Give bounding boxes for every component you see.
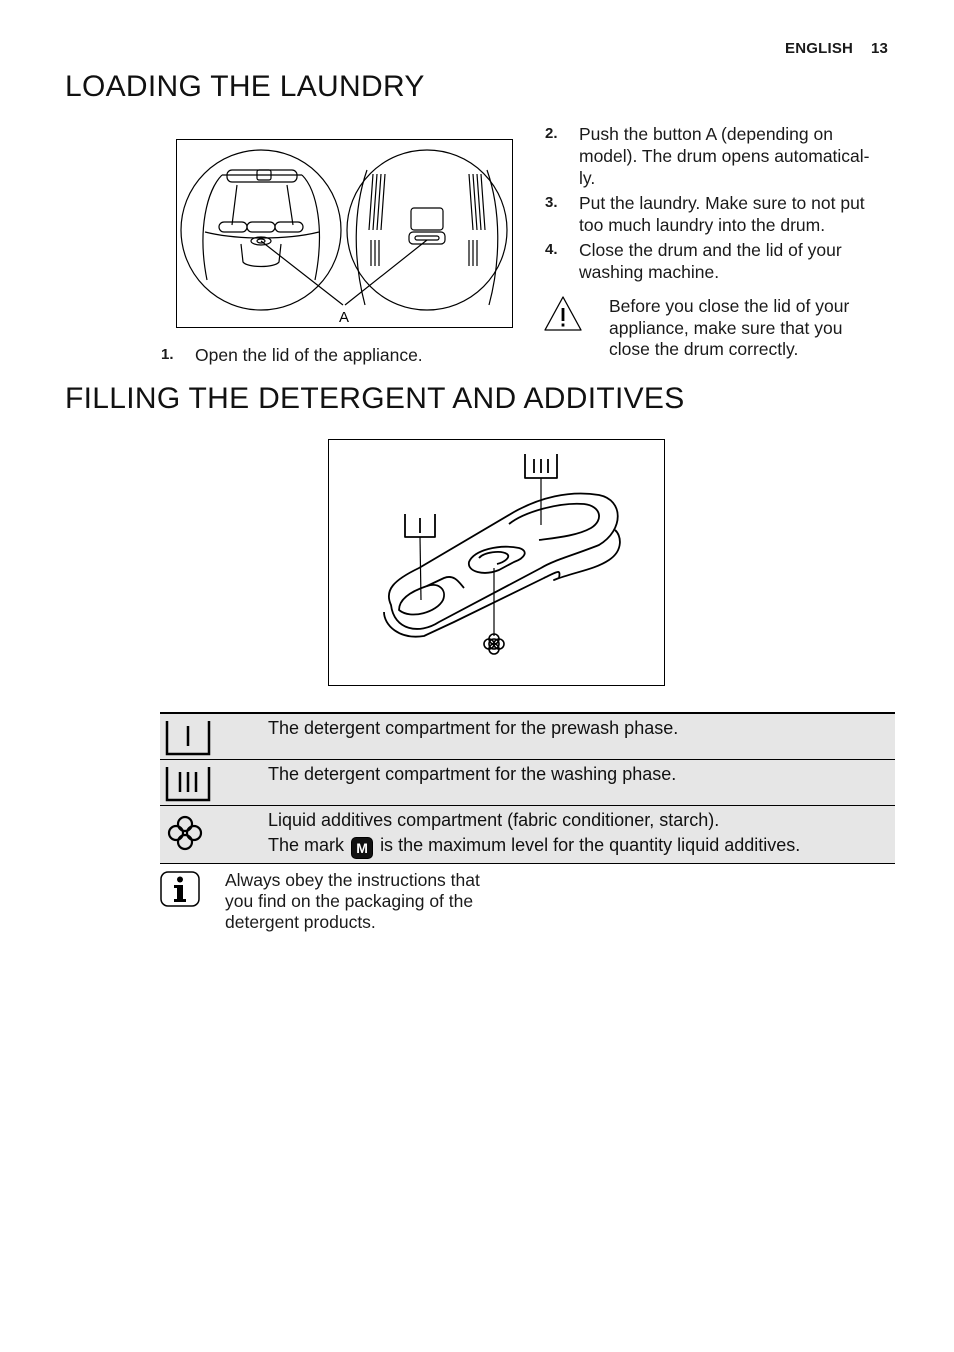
step-text-line-2: model). The drum opens automatical- [579, 146, 870, 166]
warning-line-2: appliance, make sure that you [609, 318, 843, 338]
step-number: 3. [545, 194, 558, 211]
drum-illustration [177, 140, 512, 327]
step-text: Open the lid of the appliance. [195, 345, 423, 365]
dispenser-figure [328, 439, 665, 686]
info-note [160, 869, 520, 935]
step-text-line-1: Push the button A (depending on [579, 124, 833, 144]
drum-figure [176, 139, 513, 328]
prewash-compartment-icon [164, 718, 212, 758]
step-text-line-3: ly. [579, 168, 596, 188]
info-line-3: detergent products. [225, 912, 376, 932]
step-number: 1. [161, 346, 174, 363]
step-text-line-2: too much laundry into the drum. [579, 215, 826, 235]
step-1 [161, 344, 521, 368]
flower-symbol [484, 634, 504, 654]
dispenser-illustration [329, 440, 664, 685]
legend-text-line-1: Liquid additives compartment (fabric conditioner, starch). [268, 810, 720, 830]
info-line-2: you find on the packaging of the [225, 891, 474, 911]
step-text-line-2: washing machine. [579, 262, 720, 282]
warning-line-1: Before you close the lid of your [609, 296, 850, 316]
page-number: 13 [871, 40, 889, 57]
flower-icon [164, 812, 206, 854]
legend-row-liquid-additives [160, 806, 895, 863]
info-line-1: Always obey the instructions that [225, 870, 480, 890]
legend-text: The detergent compartment for the prewash phase. [268, 718, 679, 738]
legend-text-after-mark: is the maximum level for the quantity liquid additives. [380, 835, 801, 855]
legend-text-line-2 [268, 833, 800, 859]
step-text-line-1: Close the drum and the lid of your [579, 240, 842, 260]
step-4 [545, 239, 905, 283]
step-number: 2. [545, 125, 558, 142]
step-3 [545, 192, 905, 236]
button-a-label: A [338, 309, 350, 326]
header-language: ENGLISH [785, 40, 854, 57]
legend-bottom-rule [160, 863, 895, 864]
step-2 [545, 123, 905, 189]
section-title-filling: FILLING THE DETERGENT AND ADDITIVES [65, 382, 685, 415]
warning-note [543, 295, 903, 363]
legend-text-before-mark: The mark [268, 835, 345, 855]
wash-compartment-icon [164, 764, 212, 804]
section-title-loading: LOADING THE LAUNDRY [65, 70, 425, 103]
legend-row-wash [160, 760, 895, 805]
warning-line-3: close the drum correctly. [609, 339, 799, 359]
warning-icon [543, 295, 583, 333]
step-text-line-1: Put the laundry. Make sure to not put [579, 193, 865, 213]
max-level-mark-icon: M [351, 837, 373, 859]
legend-text: The detergent compartment for the washing phase. [268, 764, 677, 784]
info-icon [160, 871, 200, 907]
page-header [785, 40, 895, 57]
step-number: 4. [545, 241, 558, 258]
legend-row-prewash [160, 714, 895, 759]
